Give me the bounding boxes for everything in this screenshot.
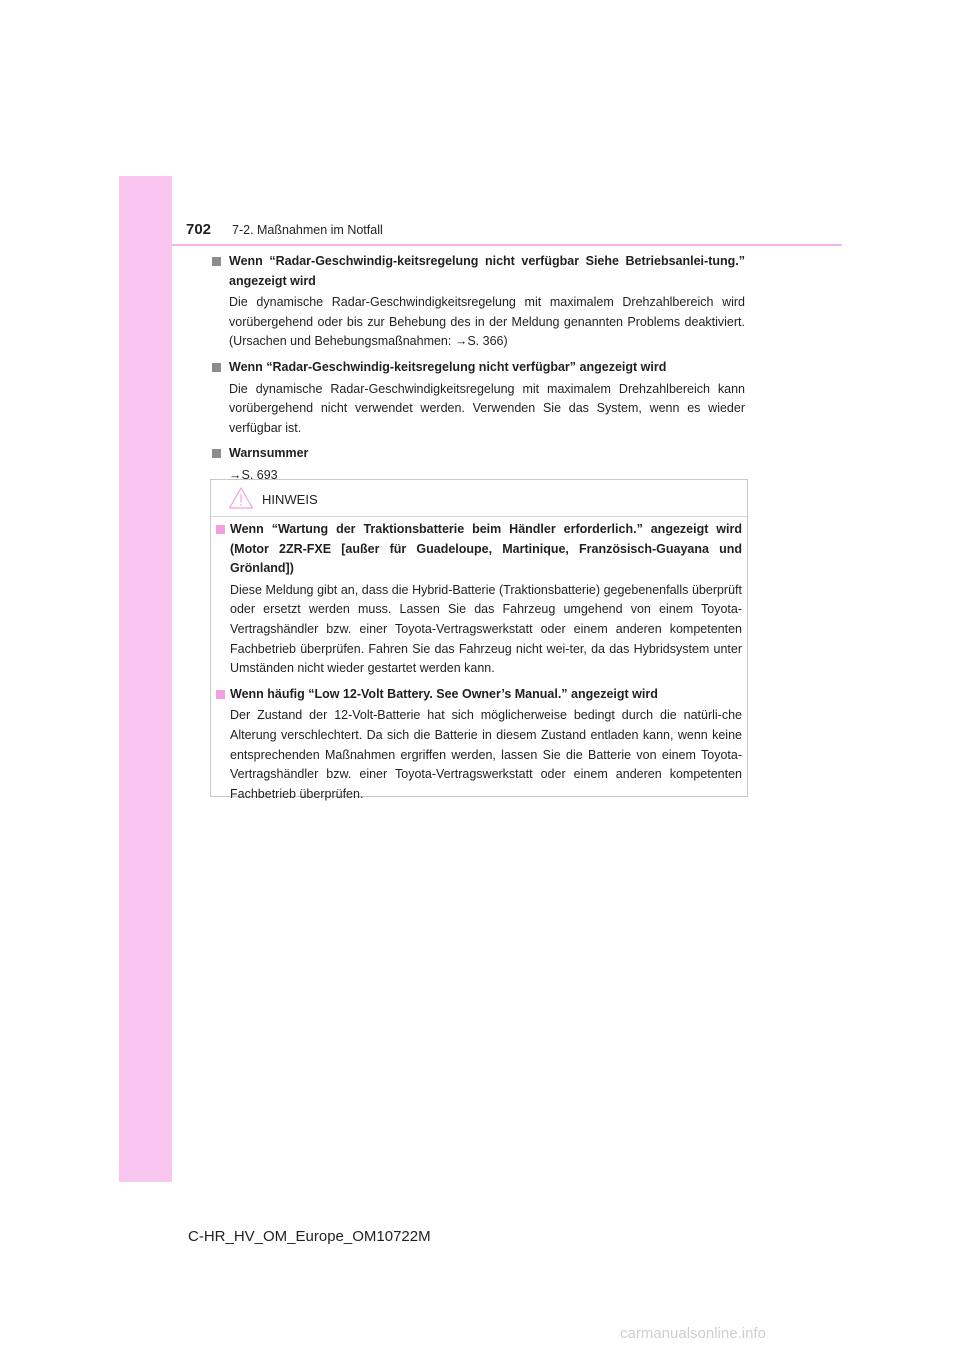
section-heading xyxy=(212,358,745,378)
section-heading-text: Wenn “Radar-Geschwindig-keitsregelung nicht verfügbar” angezeigt wird xyxy=(229,359,667,374)
section-heading-text: Wenn “Wartung der Traktionsbatterie beim Händler erforderlich.” angezeigt wird (Motor 2ZR-FXE [außer für Guadeloupe, Martinique, Französisch-Guayana und Grönland]) xyxy=(230,522,742,576)
section-page-reference: →S. 693 xyxy=(229,467,278,482)
square-bullet-icon xyxy=(216,690,225,699)
section-body: Diese Meldung gibt an, dass die Hybrid-Batterie (Traktionsbatterie) gegebenenfalls überprüft oder ersetzt werden muss. Lassen Sie das Fahrzeug umgehend von einem Toyota-Vertragshändler bzw. einer Toyota-Vertragswerkstatt oder einem anderen kompetenten Fachbetrieb überprüfen. Fahren Sie das Fahrzeug nicht wei-ter, da das Hybridsystem unter Umständen nicht wieder gestartet werden kann. xyxy=(230,582,742,676)
section-radar-unavailable-see-manual xyxy=(212,252,745,352)
warning-triangle-icon xyxy=(228,486,254,510)
section-radar-unavailable xyxy=(212,358,745,438)
main-content xyxy=(212,252,745,492)
hinweis-label: HINWEIS xyxy=(262,492,318,507)
hinweis-divider xyxy=(211,516,747,517)
section-title: 7-2. Maßnahmen im Notfall xyxy=(232,223,383,237)
watermark: carmanualsonline.info xyxy=(620,1325,766,1342)
section-heading-text: Wenn häufig “Low 12-Volt Battery. See Owner’s Manual.” angezeigt wird xyxy=(230,686,658,701)
page-number: 702 xyxy=(186,221,212,238)
section-heading xyxy=(216,685,742,705)
section-body: Die dynamische Radar-Geschwindigkeitsregelung mit maximalem Drehzahlbereich wird vorübergehend oder bis zur Behebung des in der Meldung genannten Problems deaktiviert. (Ursachen und Behebungsmaßnahmen: →S. 366) xyxy=(229,295,745,349)
hinweis-notice-box xyxy=(210,479,748,801)
hinweis-section-12v-battery xyxy=(216,685,742,805)
hinweis-content xyxy=(216,520,742,810)
square-bullet-icon xyxy=(216,525,225,534)
section-body: Die dynamische Radar-Geschwindigkeitsregelung mit maximalem Drehzahlbereich kann vorübergehend nicht verwendet werden. Verwenden Sie das System, wenn es wieder verfügbar ist. xyxy=(229,381,745,435)
section-heading xyxy=(212,444,745,464)
section-body: Der Zustand der 12-Volt-Batterie hat sich möglicherweise bedingt durch die natürli-che Alterung verschlechtert. Da sich die Batterie in diesem Zustand entladen kann, wenn keine entsprechenden Maßnahmen ergriffen werden, lassen Sie die Batterie von einem Toyota-Vertragshändler bzw. einer Toyota-Vertragswerkstatt oder einem anderen kompetenten Fachbetrieb überprüfen. xyxy=(230,708,742,801)
section-heading xyxy=(216,520,742,579)
section-heading-text: Warnsummer xyxy=(229,446,309,461)
document-code: C-HR_HV_OM_Europe_OM10722M xyxy=(188,1228,431,1245)
hinweis-section-traction-battery xyxy=(216,520,742,679)
header-rule xyxy=(172,244,842,246)
section-heading xyxy=(212,252,745,291)
square-bullet-icon xyxy=(212,449,221,458)
chapter-sidebar-band xyxy=(119,176,172,1182)
section-heading-text: Wenn “Radar-Geschwindig-keitsregelung nicht verfügbar Siehe Betriebsanlei-tung.” angezeigt wird xyxy=(229,254,745,288)
square-bullet-icon xyxy=(212,257,221,266)
square-bullet-icon xyxy=(212,363,221,372)
